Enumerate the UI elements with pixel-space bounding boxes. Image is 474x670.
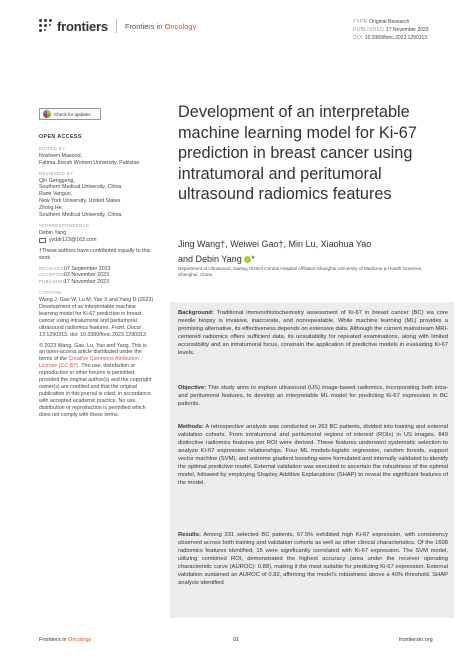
accepted-date: ACCEPTED 02 November 2023 (39, 272, 110, 279)
license-link[interactable]: Creative Commons Attribution License (CC BY). (39, 356, 139, 370)
abstract-background: Background: Traditional immunohistochemistry assessment of Ki-67 in breast cancer (BC) via core needle biopsy is invasive, inaccurate, and nonrepeatable. While machine learning (ML) provides a promising alternative, its effectiveness depends on extensive data. Although the current mainstream MRI-centered radiomics offers sufficient data, its unsuitability for repeated examinations, along with limited accessibility and an intratumoral focus, constrain the application of predictive models in evaluating Ki-67 levels. (178, 310, 448, 357)
journal-name[interactable]: Frontiers in Oncology (124, 21, 197, 31)
received-date: RECEIVED 07 September 2023 (39, 265, 111, 272)
reviewer-affiliation: Southern Medical University, China (39, 184, 122, 191)
footer-journal[interactable]: Frontiers in Oncology (39, 637, 92, 643)
edited-by-heading: EDITED BY (39, 145, 66, 151)
reviewer-name: Qin Genggeng, (39, 177, 75, 184)
abstract-methods: Methods: A retrospective analysis was conducted on 263 BC patients, divided into training and external validation cohorts. From intratumoral and peritumoral regions of interest (ROIs) in US images, 849 distinctive radiomics features per ROI were derived. These features underwent systematic selection to analyze Ki-67 expression relationships. Four ML models-logistic regression, random forests, support vector machine (SVM), and extreme gradient boosting-were formulated and internally validated to identify the optimal predictive model. External validation was executed to ascertain the robustness of the optimal model, followed by employing Shapley Additive Explanations (SHAP) to reveal the significant features of the model. (178, 424, 448, 487)
editor-affiliation: Fatima Jinnah Women University, Pakistan (39, 159, 140, 166)
citation-text: Wang J, Gao W, Lu M, Yao X and Yang D (2023) Development of an interpretable machine learning model for Ki-67 prediction in breast cancer using intratumoral and peritumoral ultrasound radiomics features. Front. Oncol. 13:1290313. doi: 10.3389/fonc.2023.1290313 (39, 297, 154, 338)
reviewer-name: Zilong He, (39, 205, 64, 212)
article-title: Development of an interpretable machine learning model for Ki-67 prediction in breast cancer using intratumoral and peritumoral ultrasound radiomics features (178, 103, 417, 203)
doi[interactable]: 10.3389/fonc.2023.1290313 (364, 35, 428, 42)
published-date-sidebar: PUBLISHED 17 November 2023 (39, 279, 110, 286)
brand-name: frontiers (57, 18, 108, 34)
author-list: Jing Wang†, Weiwei Gao†, Min Lu, Xiaohua Yao and Debin Yang * (178, 239, 372, 264)
abstract-box (170, 302, 454, 618)
author-affiliation: Department of Ultrasound, Jiading District Central Hospital Affiliated Shanghai University of Medicine & Health Sciences, Shanghai, China (178, 266, 423, 278)
frontiers-logo-icon (39, 19, 53, 33)
reviewer-name: Rami Vanguri, (39, 191, 73, 198)
frontiers-logo[interactable] (39, 19, 108, 34)
header-divider (116, 19, 117, 33)
reviewer-affiliation: Southern Medical University, China (39, 212, 122, 219)
editor-name: Nosheen Masood, (39, 152, 82, 159)
correspondence-name: Debin Yang (39, 229, 67, 236)
citation-heading: CITATION (39, 290, 62, 296)
article-meta: TYPE Original Research PUBLISHED 17 November 2023 DOI 10.3389/fonc.2023.1290313 (353, 19, 429, 42)
check-for-updates-button[interactable]: Check for updates (39, 108, 101, 120)
article-type: Original Research (369, 19, 410, 25)
footer-site-link[interactable]: frontiersin.org (399, 637, 433, 643)
correspondence-heading: *CORRESPONDENCE (39, 222, 90, 228)
correspondence-email[interactable]: yyddr123@163.com (39, 237, 154, 244)
sidebar (39, 134, 154, 419)
reviewer-affiliation: New York University, United States (39, 198, 121, 205)
check-updates-icon (43, 110, 51, 118)
abstract-results: Results: Among 231 selected BC patients, 67.5% exhibited high Ki-67 expression, with consistency observed across both training and validation cohorts as well as other clinical characteristics. Of the 1698 radiomics features identified, 15 were significantly correlated with Ki-67 expression. The SVM model, utilizing combined ROI, demonstrated the highest accuracy (area under the receiver operating characteristic curve (AUROC): 0.88), making it the most suitable for predicting Ki-67 expression. External validation sustained an AUROC of 0.82, affirming the model's robustness above a 40% threshold. SHAP analysis identified (178, 532, 449, 587)
abstract-objective: Objective: This study aims to explore ultrasound (US) image-based radiomics, incorporating both intra- and peritumoral features, to develop an interpretable ML model for predicting Ki-67 expression in BC patients. (178, 385, 448, 408)
envelope-icon (39, 238, 46, 243)
open-access-label: OPEN ACCESS (39, 134, 82, 140)
page-number: 01 (233, 637, 240, 643)
published-date: 17 November 2023 (386, 27, 429, 34)
copyright-notice: © 2023 Wang, Gao, Lu, Yao and Yang. This is an open-access article distributed under the terms of the Creative Commons Attribution License (CC BY). The use, distribution or reproduction in other forums is permitted, provided the original author(s) and the copyright owner(s) are credited and that the original publication in this journal is cited, in accordance with accepted academic practice. No use, distribution or reproduction is permitted which does not comply with these terms. (39, 342, 152, 418)
equal-contribution-note: †These authors have contributed equally to this work (39, 247, 151, 261)
citation-doi[interactable]: doi: 10.3389/fonc.2023.1290313 (69, 331, 146, 338)
reviewed-by-heading: REVIEWED BY (39, 170, 74, 176)
page-header (39, 14, 196, 38)
